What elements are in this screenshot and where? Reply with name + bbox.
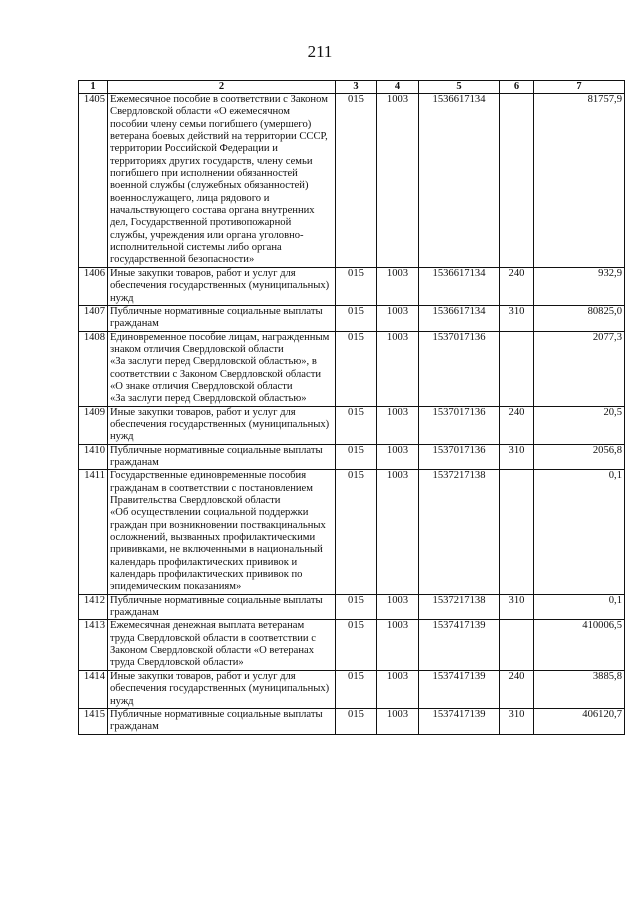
table-row	[79, 470, 625, 594]
section-code-cell: 1003	[377, 470, 419, 594]
chapter-code-cell: 015	[336, 708, 377, 734]
description-cell: Публичные нормативные социальные выплаты гражданам	[108, 708, 336, 734]
table-row	[79, 670, 625, 708]
page-number: 211	[307, 42, 333, 61]
section-code-cell: 1003	[377, 620, 419, 670]
description-cell: Публичные нормативные социальные выплаты гражданам	[108, 594, 336, 620]
section-code-cell: 1003	[377, 94, 419, 268]
expense-type-cell: 310	[500, 305, 534, 331]
chapter-code-cell: 015	[336, 406, 377, 444]
chapter-code-cell: 015	[336, 470, 377, 594]
row-number-cell: 1407	[79, 305, 108, 331]
chapter-code-cell: 015	[336, 331, 377, 406]
header-row	[79, 81, 625, 94]
chapter-code-cell: 015	[336, 305, 377, 331]
row-number-cell: 1412	[79, 594, 108, 620]
row-number-cell: 1410	[79, 444, 108, 470]
table-row	[79, 331, 625, 406]
description-cell: Государственные единовременные пособия гражданам в соответствии с постановлением Правительства Свердловской области «Об осуществлении социальной поддержки граждан при возникновении поствакцинальных осложнений, вызванных профилактическими прививками, не включенными в национальный календарь профилактических прививок и календарь профилактических прививок по эпидемическим показаниям»	[108, 470, 336, 594]
section-code-cell: 1003	[377, 594, 419, 620]
description-cell: Иные закупки товаров, работ и услуг для обеспечения государственных (муниципальных) нужд	[108, 267, 336, 305]
table-row	[79, 267, 625, 305]
row-number-cell: 1414	[79, 670, 108, 708]
section-code-cell: 1003	[377, 305, 419, 331]
chapter-code-cell: 015	[336, 670, 377, 708]
expense-type-cell: 310	[500, 444, 534, 470]
row-number-cell: 1415	[79, 708, 108, 734]
chapter-code-cell: 015	[336, 94, 377, 268]
amount-cell: 0,1	[534, 470, 625, 594]
description-cell: Иные закупки товаров, работ и услуг для обеспечения государственных (муниципальных) нужд	[108, 670, 336, 708]
target-article-cell: 1537017136	[419, 331, 500, 406]
row-number-cell: 1405	[79, 94, 108, 268]
table-row	[79, 94, 625, 268]
chapter-code-cell: 015	[336, 594, 377, 620]
row-number-cell: 1413	[79, 620, 108, 670]
description-cell: Единовременное пособие лицам, награжденным знаком отличия Свердловской области «За заслуги перед Свердловской областью», в соответствии с Законом Свердловской области «О знаке отличия Свердловской области «За заслуги перед Свердловской областью»	[108, 331, 336, 406]
expense-type-cell	[500, 470, 534, 594]
expense-type-cell: 310	[500, 708, 534, 734]
amount-cell: 2056,8	[534, 444, 625, 470]
amount-cell: 81757,9	[534, 94, 625, 268]
table-row	[79, 444, 625, 470]
row-number-cell: 1411	[79, 470, 108, 594]
target-article-cell: 1537017136	[419, 444, 500, 470]
section-code-cell: 1003	[377, 444, 419, 470]
amount-cell: 406120,7	[534, 708, 625, 734]
row-number-cell: 1409	[79, 406, 108, 444]
chapter-code-cell: 015	[336, 620, 377, 670]
column-header: 1	[79, 81, 108, 94]
section-code-cell: 1003	[377, 670, 419, 708]
target-article-cell: 1537017136	[419, 406, 500, 444]
target-article-cell: 1536617134	[419, 267, 500, 305]
target-article-cell: 1536617134	[419, 94, 500, 268]
section-code-cell: 1003	[377, 267, 419, 305]
expense-type-cell	[500, 94, 534, 268]
amount-cell: 932,9	[534, 267, 625, 305]
amount-cell: 2077,3	[534, 331, 625, 406]
table-row	[79, 406, 625, 444]
column-header: 5	[419, 81, 500, 94]
row-number-cell: 1406	[79, 267, 108, 305]
description-cell: Публичные нормативные социальные выплаты гражданам	[108, 305, 336, 331]
row-number-cell: 1408	[79, 331, 108, 406]
chapter-code-cell: 015	[336, 267, 377, 305]
expense-type-cell: 240	[500, 267, 534, 305]
description-cell: Публичные нормативные социальные выплаты гражданам	[108, 444, 336, 470]
section-code-cell: 1003	[377, 708, 419, 734]
expense-type-cell	[500, 620, 534, 670]
description-cell: Ежемесячное пособие в соответствии с Законом Свердловской области «О ежемесячном пособии члену семьи погибшего (умершего) ветерана боевых действий на территории СССР, территории Российской Федерации и территориях других государств, члену семьи погибшего при исполнении обязанностей военной службы (служебных обязанностей) военнослужащего, лица рядового и начальствующего состава органа внутренних дел, Государственной противопожарной службы, учреждения или органа уголовно- исполнительной системы либо органа государственной безопасности»	[108, 94, 336, 268]
column-header: 4	[377, 81, 419, 94]
budget-table	[78, 80, 625, 735]
expense-type-cell: 310	[500, 594, 534, 620]
table-row	[79, 620, 625, 670]
amount-cell: 410006,5	[534, 620, 625, 670]
description-cell: Иные закупки товаров, работ и услуг для обеспечения государственных (муниципальных) нужд	[108, 406, 336, 444]
table-row	[79, 305, 625, 331]
table-row	[79, 594, 625, 620]
expense-type-cell	[500, 331, 534, 406]
target-article-cell: 1537417139	[419, 708, 500, 734]
expense-type-cell: 240	[500, 406, 534, 444]
target-article-cell: 1537417139	[419, 620, 500, 670]
amount-cell: 3885,8	[534, 670, 625, 708]
target-article-cell: 1537417139	[419, 670, 500, 708]
amount-cell: 80825,0	[534, 305, 625, 331]
column-header: 3	[336, 81, 377, 94]
column-header: 2	[108, 81, 336, 94]
expense-type-cell: 240	[500, 670, 534, 708]
table-body	[79, 94, 625, 735]
target-article-cell: 1537217138	[419, 470, 500, 594]
target-article-cell: 1536617134	[419, 305, 500, 331]
target-article-cell: 1537217138	[419, 594, 500, 620]
column-header: 6	[500, 81, 534, 94]
amount-cell: 0,1	[534, 594, 625, 620]
chapter-code-cell: 015	[336, 444, 377, 470]
section-code-cell: 1003	[377, 331, 419, 406]
section-code-cell: 1003	[377, 406, 419, 444]
column-header: 7	[534, 81, 625, 94]
table-row	[79, 708, 625, 734]
amount-cell: 20,5	[534, 406, 625, 444]
description-cell: Ежемесячная денежная выплата ветеранам труда Свердловской области в соответствии с Законом Свердловской области «О ветеранах труда Свердловской области»	[108, 620, 336, 670]
